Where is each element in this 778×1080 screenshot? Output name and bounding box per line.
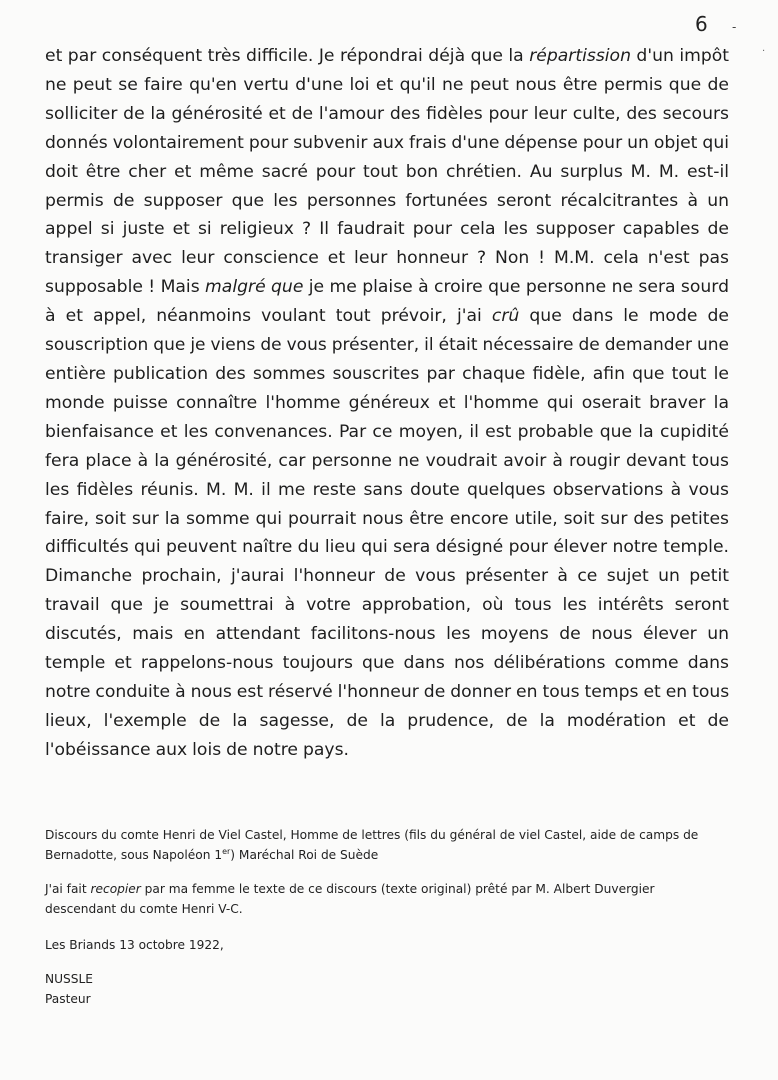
body-line [45,129,729,158]
body-text-run: transiger avec leur conscience et leur honneur ? Non ! M.M. cela n'est pas [45,248,729,269]
body-text-run: d'un impôt [630,46,730,66]
copy-note-end: par ma femme le texte de ce discours (texte original) prêté par M. Albert Duvergier [140,882,655,896]
page-dot: . [762,43,766,54]
body-line [45,533,729,562]
body-text-run: solliciter de la générosité et de l'amour des fidèles pour leur culte, des secours [45,103,729,124]
signature-block [45,970,745,1009]
body-line [45,389,729,418]
page-mark: - [732,20,737,34]
body-text-run: les fidèles réunis. M. M. il me reste sans doute quelques observations à vous [45,479,729,500]
body-text-run: appel si juste et si religieux ? Il faudrait pour cela les supposer capables de [45,219,729,240]
body-text-run: et par conséquent très difficile. Je répondrai déjà que la [45,46,530,66]
copy-note-start: J'ai fait [45,882,91,896]
body-text-run: notre conduite à nous est réservé l'honneur de donner en tous temps et en tous [45,681,730,702]
body-line [45,71,729,100]
body-text-run: fera place à la générosité, car personne ne voudrait avoir à rougir devant tous [45,450,729,471]
body-line [45,678,729,707]
body-text-run: difficultés qui peuvent naître du lieu qui sera désigné pour élever notre temple. [45,537,729,558]
body-line [45,476,729,505]
attribution-note [45,826,745,865]
speech-body-text [45,42,729,765]
body-text-run: entière publication des sommes souscrites par chaque fidèle, afin que tout le [45,363,729,384]
body-line [45,707,729,736]
body-text-run: bienfaisance et les convenances. Par ce moyen, il est probable que la cupidité [45,421,729,442]
body-text-run: donnés volontairement pour subvenir aux frais d'une dépense pour un objet qui [45,132,729,153]
body-line [45,42,729,71]
body-line [45,736,729,765]
body-line [45,649,729,678]
body-line [45,418,729,447]
signature-name: NUSSLE [45,972,94,986]
body-line [45,562,729,591]
signature-title: Pasteur [45,991,91,1006]
body-text-run: à et appel, néanmoins voulant tout prévoir, j'ai [45,306,492,327]
place-date: Les Briands 13 octobre 1922, [45,938,224,952]
body-italic-word: répartission [529,46,631,66]
body-text-run: Dimanche prochain, j'aurai l'honneur de vous présenter à ce sujet un petit [45,566,729,587]
body-text-run: temple et rappelons-nous toujours que dans nos délibérations comme dans [45,653,729,674]
body-text-run: travail que je soumettrai à votre approbation, où tous les intérêts seront [45,595,729,616]
body-text-run: ne peut se faire qu'en vertu d'une loi et qu'il ne peut nous être permis que de [45,74,729,95]
body-text-run: que dans le mode de [519,306,730,327]
body-text-run: doit être cher et même sacré pour tout bon chrétien. Au surplus M. M. est-il [45,161,729,182]
body-text-run: permis de supposer que les personnes fortunées seront récalcitrantes à un [45,190,729,211]
body-line [45,620,729,649]
body-line [45,215,729,244]
page-number: 6 [695,12,708,36]
body-line [45,447,729,476]
body-line [45,100,729,129]
body-text-run: supposable ! Mais [45,277,206,298]
copy-note [45,880,745,919]
attribution-line-2-end: ) Maréchal Roi de Suède [230,847,379,862]
copy-note-line-1 [45,880,745,900]
body-line [45,505,729,534]
body-text-run: monde puisse connaître l'homme généreux et l'homme qui oserait braver la [45,392,729,413]
body-line [45,360,729,389]
body-line [45,331,729,360]
body-line [45,158,729,187]
attribution-line-1: Discours du comte Henri de Viel Castel, Homme de lettres (fils du général de viel Castel, aide de camps de [45,828,699,842]
body-line [45,591,729,620]
copy-note-italic: recopier [90,882,141,896]
body-italic-word: malgré que [205,277,304,298]
body-text-run: discutés, mais en attendant facilitons-nous les moyens de nous élever un [45,624,729,645]
body-line [45,244,729,273]
body-text-run: l'obéissance aux lois de notre pays. [45,739,349,760]
copy-note-line-2: descendant du comte Henri V-C. [45,901,243,916]
body-text-run: lieux, l'exemple de la sagesse, de la prudence, de la modération et de [45,710,729,731]
attribution-line-2 [45,846,745,866]
body-line [45,302,729,331]
body-line [45,187,729,216]
body-text-run: je me plaise à croire que personne ne sera sourd [303,277,729,298]
attribution-superscript: er [222,846,231,856]
body-text-run: faire, soit sur la somme qui pourrait nous être encore utile, soit sur des petites [45,508,729,529]
body-italic-word: crû [491,306,520,327]
attribution-line-2-text: Bernadotte, sous Napoléon 1 [45,847,223,862]
body-line [45,273,729,302]
body-text-run: souscription que je viens de vous présenter, il était nécessaire de demander une [45,335,729,356]
